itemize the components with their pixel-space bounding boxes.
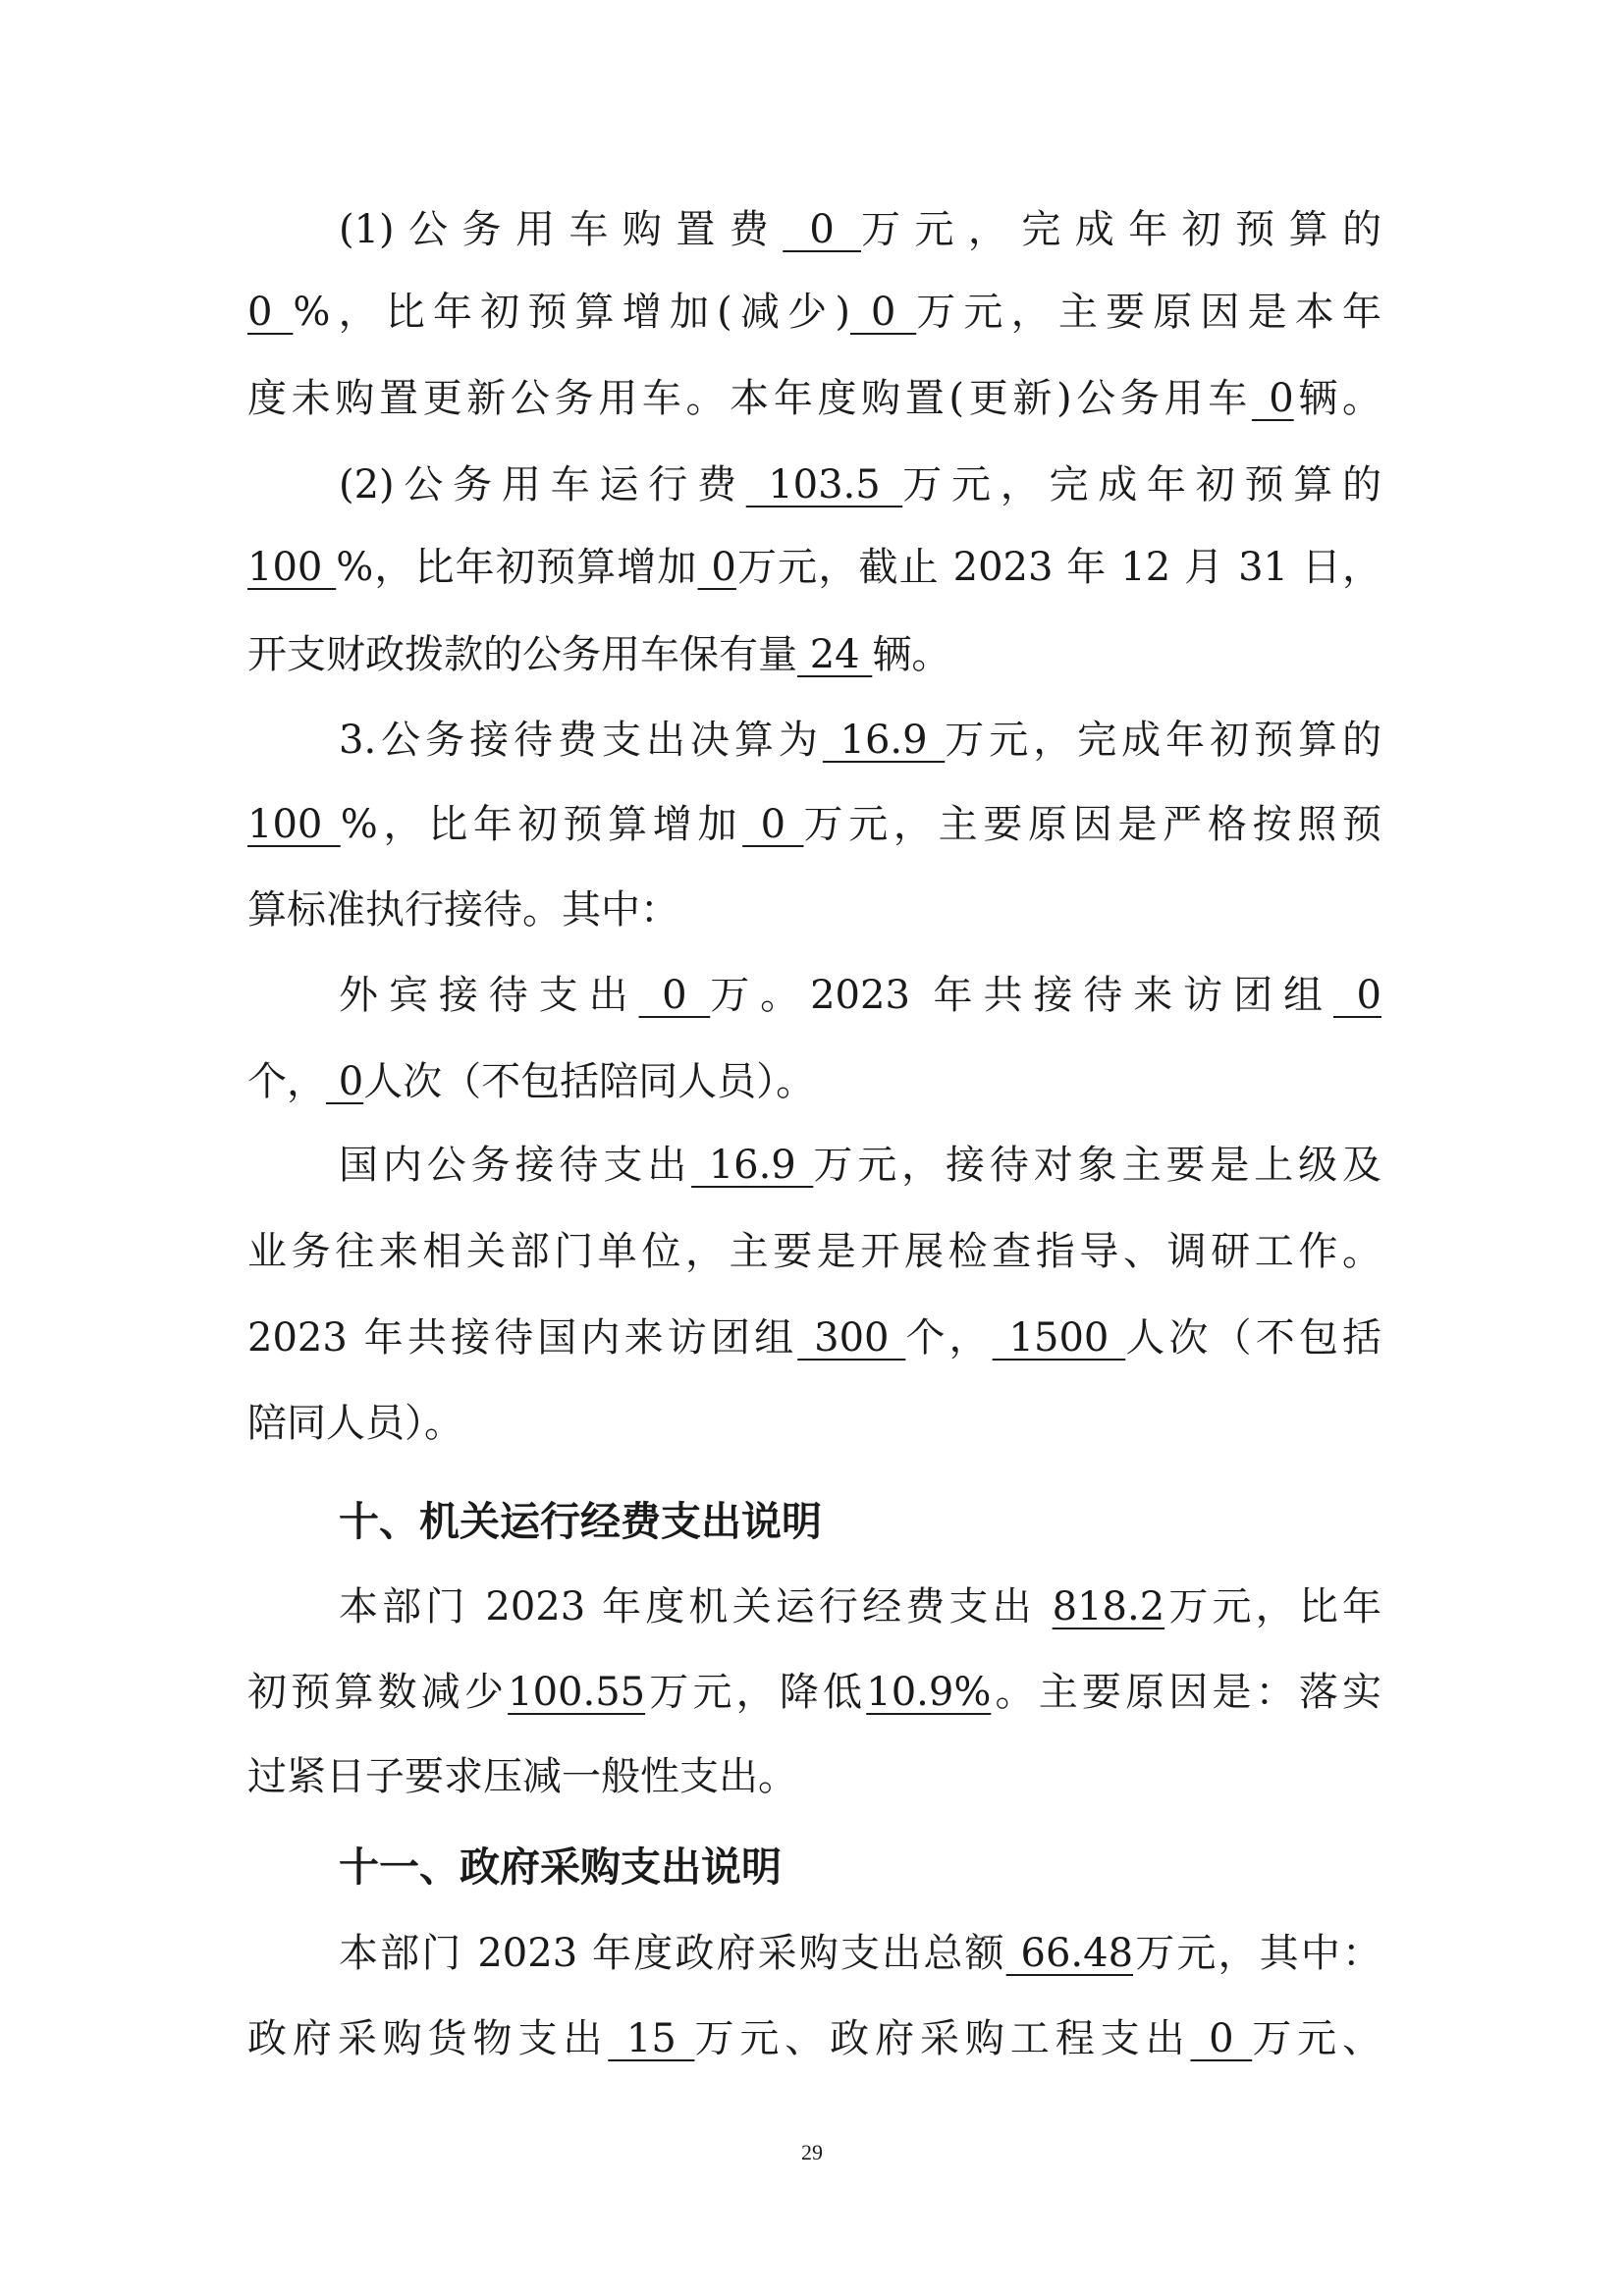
text-line [247, 1316, 1381, 1360]
text: 国内公务接待支出 [339, 1143, 692, 1188]
text-line [339, 974, 1381, 1017]
section-heading: 十一、政府采购支出说明 [339, 1843, 782, 1891]
text-line [247, 291, 1381, 334]
text: 。主要原因是：落实 [991, 1670, 1382, 1715]
text: 万元，截止 2023 年 12 月 31 日， [735, 545, 1381, 590]
text: 初预算数减少 [247, 1670, 509, 1715]
text-line [247, 2017, 1381, 2060]
filled-value: 100 [247, 545, 337, 590]
filled-value: 0 [326, 1059, 364, 1104]
text: 业务往来相关部门单位，主要是开展检查指导、调研工作。 [247, 1229, 1381, 1274]
text: 过紧日子要求压减一般性支出。 [247, 1754, 797, 1799]
filled-value: 100 [247, 802, 341, 847]
text: 陪同人员）。 [247, 1401, 463, 1446]
text: %，比年初预算增加 [340, 802, 743, 847]
text: 万元、 [1252, 2016, 1382, 2061]
filled-value: 0 [638, 973, 711, 1018]
text-line [339, 719, 1381, 762]
filled-value: 16.9 [691, 1143, 814, 1188]
text: 辆。 [872, 632, 951, 677]
text: 开支财政拨款的公务用车保有量 [247, 632, 797, 677]
section-heading: 十、机关运行经费支出说明 [339, 1498, 822, 1545]
text-line [339, 1585, 1381, 1629]
text: 万元，主要原因是本年 [916, 290, 1382, 335]
text-line [247, 1671, 1381, 1714]
text: 2023 年共接待国内来访团组 [247, 1315, 798, 1361]
text: 算标准执行接待。其中： [247, 887, 679, 933]
text: 万元，主要原因是严格按照预 [803, 802, 1382, 847]
text: 本部门 2023 年度政府采购支出总额 [339, 1931, 1006, 1976]
text-line [339, 463, 1381, 507]
filled-value: 15 [608, 2016, 695, 2061]
filled-value: 103.5 [745, 462, 903, 507]
text-line [247, 1060, 815, 1103]
text-line [247, 803, 1381, 846]
text: 万元，比年 [1164, 1584, 1381, 1629]
filled-value: 16.9 [822, 718, 946, 763]
text: 万元，降低 [645, 1670, 867, 1715]
text: 万元，接待对象主要是上级及 [813, 1143, 1381, 1188]
text: 万元，其中： [1133, 1931, 1381, 1976]
filled-value: 66.48 [1005, 1931, 1134, 1976]
text: 政府采购货物支出 [247, 2016, 609, 2061]
text-line [247, 1230, 1381, 1273]
text: 本部门 2023 年度机关运行经费支出 [339, 1584, 1053, 1629]
text: 万元，完成年初预算的 [902, 462, 1381, 507]
text: 万元，完成年初预算的 [945, 718, 1381, 763]
filled-value: 0 [742, 802, 804, 847]
text-line [247, 1755, 797, 1798]
text-line [339, 1932, 1381, 1975]
text-line [247, 546, 1381, 589]
filled-value: 0 [783, 207, 861, 252]
text: 外宾接待支出 [339, 973, 639, 1018]
filled-value: 818.2 [1052, 1584, 1165, 1629]
text-line [247, 888, 679, 932]
text-line [339, 208, 1381, 251]
filled-value: 0 [1251, 376, 1294, 421]
filled-value: 100.55 [508, 1670, 646, 1715]
text: 人次（不包括陪同人员）。 [363, 1059, 816, 1104]
text-line [247, 633, 950, 676]
text: 3.公务接待费支出决算为 [339, 718, 823, 763]
text: %，比年初预算增加(减少) [293, 290, 850, 335]
text: 人次（不包括 [1125, 1315, 1382, 1361]
text-line [247, 377, 1381, 420]
text: 度未购置更新公务用车。本年度购置(更新)公务用车 [247, 376, 1252, 421]
text: 万元，完成年初预算的 [861, 207, 1381, 252]
text: (2)公务用车运行费 [339, 462, 746, 507]
text: %，比年初预算增加 [336, 545, 698, 590]
filled-value: 0 [849, 290, 917, 335]
page-number: 29 [801, 2140, 823, 2164]
text-line [247, 1402, 463, 1445]
filled-value: 24 [797, 632, 873, 677]
text: 万元、政府采购工程支出 [694, 2016, 1191, 2061]
filled-value: 1500 [992, 1315, 1126, 1361]
filled-value: 0 [697, 545, 736, 590]
filled-value: 300 [797, 1315, 906, 1361]
text: 个， [247, 1059, 326, 1104]
filled-value: 0 [1332, 973, 1382, 1018]
filled-value: 0 [1190, 2016, 1253, 2061]
text: (1)公务用车购置费 [339, 207, 784, 252]
text-line [339, 1144, 1381, 1187]
text: 辆。 [1293, 376, 1382, 421]
filled-value: 10.9% [866, 1670, 992, 1715]
text: 万。2023 年共接待来访团组 [710, 973, 1333, 1018]
filled-value: 0 [247, 290, 294, 335]
text: 个， [905, 1315, 993, 1361]
